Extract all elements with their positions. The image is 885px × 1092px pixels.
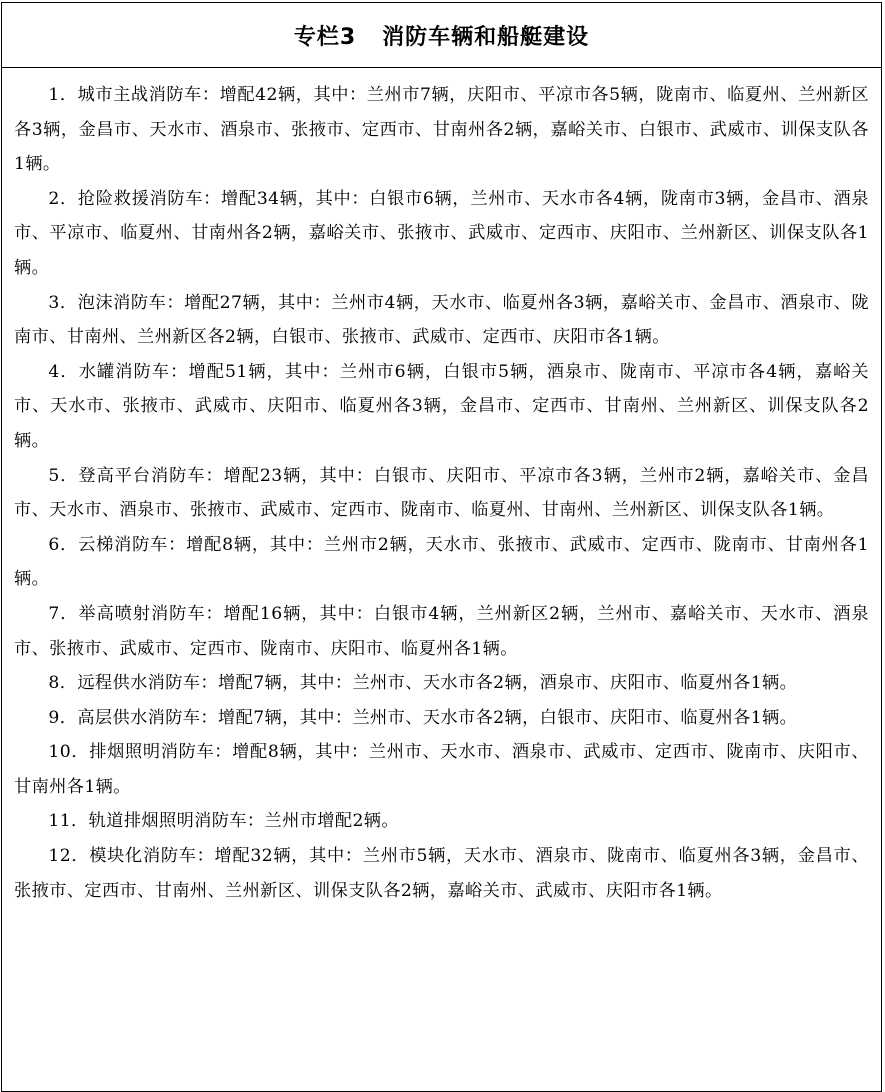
list-item: 1．城市主战消防车：增配42辆，其中：兰州市7辆，庆阳市、平凉市各5辆，陇南市、临夏州、兰州新区各3辆，金昌市、天水市、酒泉市、张掖市、定西市、甘南州各2辆，嘉峪关市、白银市、武威市、训保支队各1辆。 (14, 85, 869, 175)
list-item: 7．举高喷射消防车：增配16辆，其中：白银市4辆，兰州新区2辆，兰州市、嘉峪关市、天水市、酒泉市、张掖市、武威市、定西市、陇南市、庆阳市、临夏州各1辆。 (14, 603, 869, 659)
column-header (2, 3, 881, 68)
column-number: 专栏3 (293, 24, 357, 50)
column-box (1, 2, 882, 1092)
column-title-text: 消防车辆和船艇建设 (382, 24, 590, 50)
list-item: 11．轨道排烟照明消防车：兰州市增配2辆。 (48, 811, 399, 832)
list-item: 9．高层供水消防车：增配7辆，其中：兰州市、天水市各2辆，白银市、庆阳市、临夏州各1辆。 (48, 707, 798, 728)
column-title (294, 20, 589, 51)
column-body (2, 68, 881, 908)
list-item: 8．远程供水消防车：增配7辆，其中：兰州市、天水市各2辆，酒泉市、庆阳市、临夏州各1辆。 (48, 673, 798, 694)
list-item: 2．抢险救援消防车：增配34辆，其中：白银市6辆，兰州市、天水市各4辆，陇南市3辆，金昌市、酒泉市、平凉市、临夏州、甘南州各2辆，嘉峪关市、张掖市、武威市、定西市、庆阳市、兰州新区、训保支队各1辆。 (14, 188, 869, 278)
list-item: 12．模块化消防车：增配32辆，其中：兰州市5辆，天水市、酒泉市、陇南市、临夏州各3辆，金昌市、张掖市、定西市、甘南州、兰州新区、训保支队各2辆，嘉峪关市、武威市、庆阳市各1辆。 (14, 846, 869, 901)
list-item: 5．登高平台消防车：增配23辆，其中：白银市、庆阳市、平凉市各3辆，兰州市2辆，嘉峪关市、金昌市、天水市、酒泉市、张掖市、武威市、定西市、陇南市、临夏州、甘南州、兰州新区、训保支队各1辆。 (14, 465, 869, 521)
list-item: 6．云梯消防车：增配8辆，其中：兰州市2辆，天水市、张掖市、武威市、定西市、陇南市、甘南州各1辆。 (14, 534, 869, 590)
list-item: 3．泡沫消防车：增配27辆，其中：兰州市4辆，天水市、临夏州各3辆，嘉峪关市、金昌市、酒泉市、陇南市、甘南州、兰州新区各2辆，白银市、张掖市、武威市、定西市、庆阳市各1辆。 (14, 292, 869, 348)
list-item: 4．水罐消防车：增配51辆，其中：兰州市6辆，白银市5辆，酒泉市、陇南市、平凉市各4辆，嘉峪关市、天水市、张掖市、武威市、庆阳市、临夏州各3辆，金昌市、定西市、甘南州、兰州新区、训保支队各2辆。 (14, 361, 869, 451)
list-item: 10．排烟照明消防车：增配8辆，其中：兰州市、天水市、酒泉市、武威市、定西市、陇南市、庆阳市、甘南州各1辆。 (14, 742, 869, 797)
